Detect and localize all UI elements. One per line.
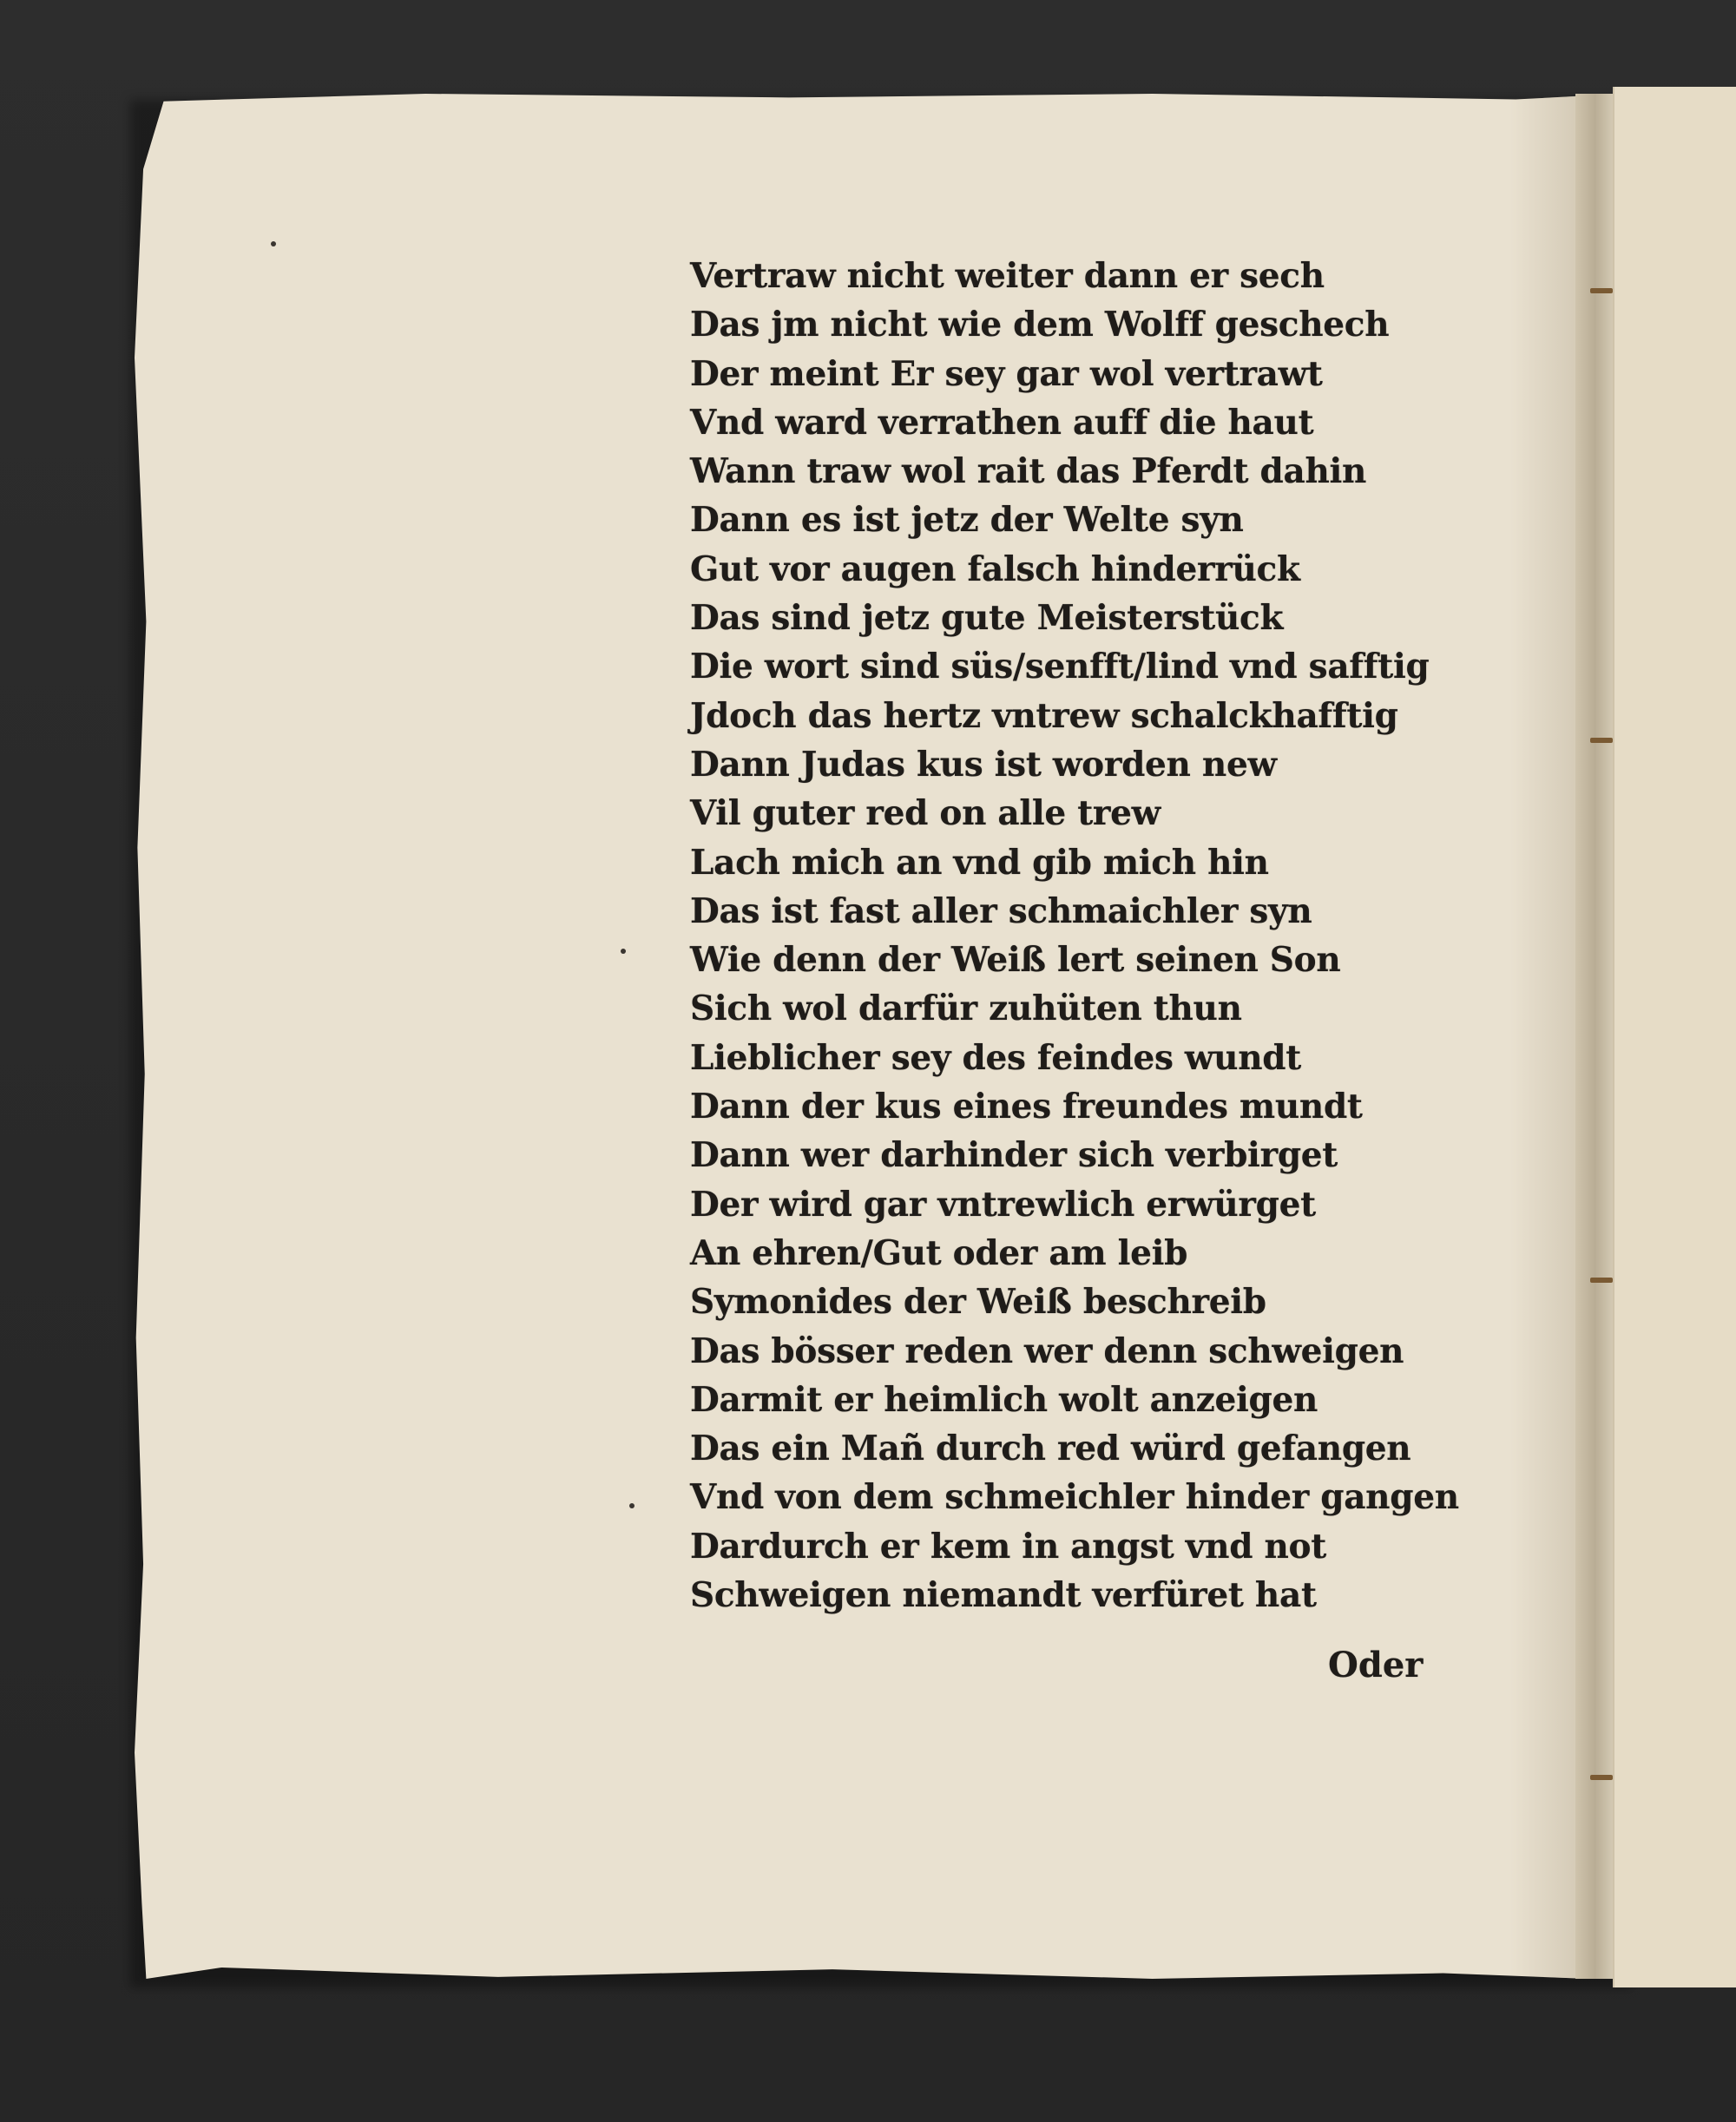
poem-line: Jdoch das hertz vntrew schalckhafftig xyxy=(690,695,1398,736)
poem-line: Wie denn der Weiß lert seinen Son xyxy=(690,940,1341,981)
poem-line: Schweigen niemandt verfüret hat xyxy=(690,1575,1317,1616)
poem-line: Dardurch er kem in angst vnd not xyxy=(690,1526,1326,1567)
book-gutter xyxy=(1575,94,1614,1979)
poem-line: Dann der kus eines freundes mundt xyxy=(690,1087,1363,1127)
paper-speck xyxy=(621,949,626,954)
right-page-edge xyxy=(1613,87,1736,1987)
paper-speck xyxy=(271,241,276,246)
binding-stitch xyxy=(1590,738,1613,743)
poem-line: Lieblicher sey des feindes wundt xyxy=(690,1037,1301,1078)
poem-text-block xyxy=(690,252,1459,1619)
poem-line: Darmit er heimlich wolt anzeigen xyxy=(690,1379,1318,1420)
poem-line: Wann traw wol rait das Pferdt dahin xyxy=(690,451,1367,492)
poem-line: Vil guter red on alle trew xyxy=(690,793,1161,834)
poem-line: Der wird gar vntrewlich erwürget xyxy=(690,1184,1316,1225)
poem-line: Vnd von dem schmeichler hinder gangen xyxy=(690,1477,1459,1518)
binding-stitch xyxy=(1590,288,1613,293)
poem-line: Symonides der Weiß beschreib xyxy=(690,1282,1266,1323)
poem-line: Die wort sind süs/senfft/lind vnd safftig xyxy=(690,647,1430,687)
poem-line: Das ein Mañ durch red würd gefangen xyxy=(690,1429,1411,1469)
poem-line: Vertraw nicht weiter dann er sech xyxy=(690,256,1325,296)
binding-stitch xyxy=(1590,1278,1613,1283)
poem-line: Das ist fast aller schmaichler syn xyxy=(690,890,1312,931)
poem-line: Das bösser reden wer denn schweigen xyxy=(690,1330,1404,1371)
poem-line: Vnd ward verrathen auff die haut xyxy=(690,402,1314,443)
poem-line: Gut vor augen falsch hinderrück xyxy=(690,549,1300,589)
poem-line: An ehren/Gut oder am leib xyxy=(690,1232,1188,1273)
catchword: Oder xyxy=(1328,1645,1424,1685)
poem-line: Das jm nicht wie dem Wolff geschech xyxy=(690,305,1390,345)
poem-line: Das sind jetz gute Meisterstück xyxy=(690,598,1284,639)
poem-line: Lach mich an vnd gib mich hin xyxy=(690,842,1269,883)
paper-speck xyxy=(629,1503,635,1508)
binding-stitch xyxy=(1590,1775,1613,1780)
poem-line: Sich wol darfür zuhüten thun xyxy=(690,989,1242,1029)
poem-line: Dann Judas kus ist worden new xyxy=(690,744,1277,785)
poem-line: Der meint Er sey gar wol vertrawt xyxy=(690,353,1323,394)
poem-line: Dann wer darhinder sich verbirget xyxy=(690,1135,1338,1176)
poem-line: Dann es ist jetz der Welte syn xyxy=(690,500,1244,541)
